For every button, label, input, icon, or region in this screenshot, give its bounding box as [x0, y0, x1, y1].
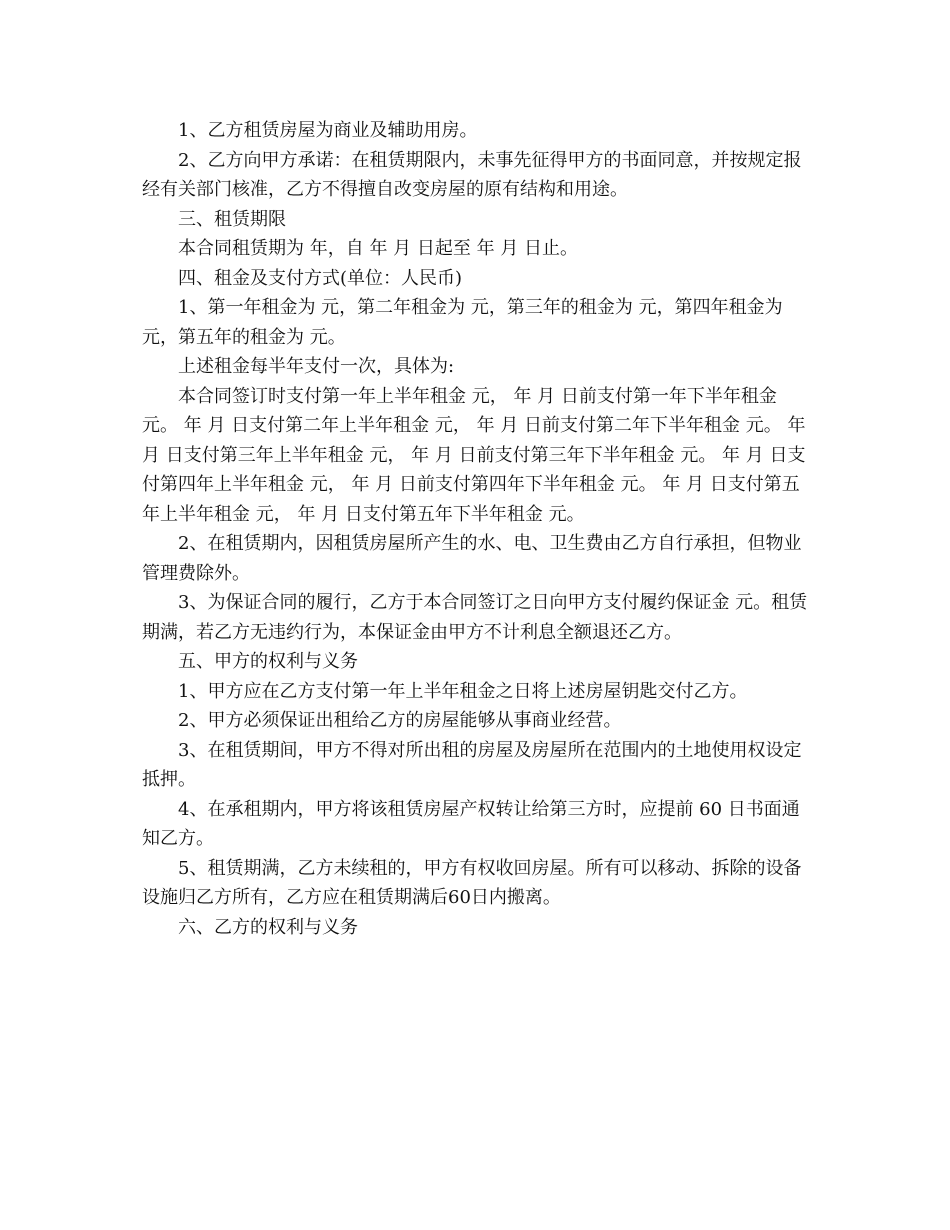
rent-schedule-intro: 上述租金每半年支付一次，具体为:	[178, 356, 455, 377]
rent-schedule-details: 本合同签订时支付第一年上半年租金 元， 年 月 日前支付第一年下半年租金 元。 年 月 日支付第二年上半年租金 元， 年 月 日前支付第二年下半年租金 元。 年 月 日支付第三年上半年租金 元， 年 月 日前支付第三年下半年租金 元。 年 月 日支付第四年上半年租金 元， 年 月 日前支付第四年下半年租金 元。 年 月 日支付第五年上半年租金 元， 年 月 日支付第五年下半年租金 元。	[142, 385, 806, 525]
lessor-clause-2: 2、甲方必须保证出租给乙方的房屋能够从事商业经营。	[178, 710, 622, 731]
clause-1-usage: 1、乙方租赁房屋为商业及辅助用房。	[178, 120, 478, 141]
lessor-clause-4: 4、在承租期内，甲方将该租赁房屋产权转让给第三方时，应提前 60 日书面通知乙方。	[142, 798, 800, 849]
section-heading-rent-payment: 四、租金及支付方式(单位：人民币)	[178, 267, 463, 289]
lease-term-text: 本合同租赁期为 年，自 年 月 日起至 年 月 日止。	[178, 238, 579, 259]
section-heading-lease-term: 三、租赁期限	[178, 208, 286, 230]
document-page	[142, 116, 812, 942]
lessor-clause-5: 5、租赁期满，乙方未续租的，甲方有权收回房屋。所有可以移动、拆除的设备设施归乙方所有，乙方应在租赁期满后60日内搬离。	[142, 857, 802, 908]
clause-2-promise: 2、乙方向甲方承诺：在租赁期限内，未事先征得甲方的书面同意，并按规定报经有关部门核准，乙方不得擅自改变房屋的原有结构和用途。	[142, 149, 802, 200]
rent-amounts: 1、第一年租金为 元，第二年租金为 元，第三年的租金为 元，第四年租金为 元，第五年的租金为 元。	[142, 297, 783, 348]
lessor-clause-3: 3、在租赁期间，甲方不得对所出租的房屋及房屋所在范围内的土地使用权设定抵押。	[142, 739, 802, 790]
utilities-clause: 2、在租赁期内，因租赁房屋所产生的水、电、卫生费由乙方自行承担，但物业管理费除外。	[142, 533, 802, 584]
lessor-clause-1: 1、甲方应在乙方支付第一年上半年租金之日将上述房屋钥匙交付乙方。	[178, 680, 748, 702]
section-heading-lessor-rights: 五、甲方的权利与义务	[178, 651, 358, 672]
section-heading-lessee-rights: 六、乙方的权利与义务	[178, 916, 358, 938]
deposit-clause: 3、为保证合同的履行，乙方于本合同签订之日向甲方支付履约保证金 元。租赁期满，若乙方无违约行为，本保证金由甲方不计利息全额退还乙方。	[142, 592, 808, 643]
